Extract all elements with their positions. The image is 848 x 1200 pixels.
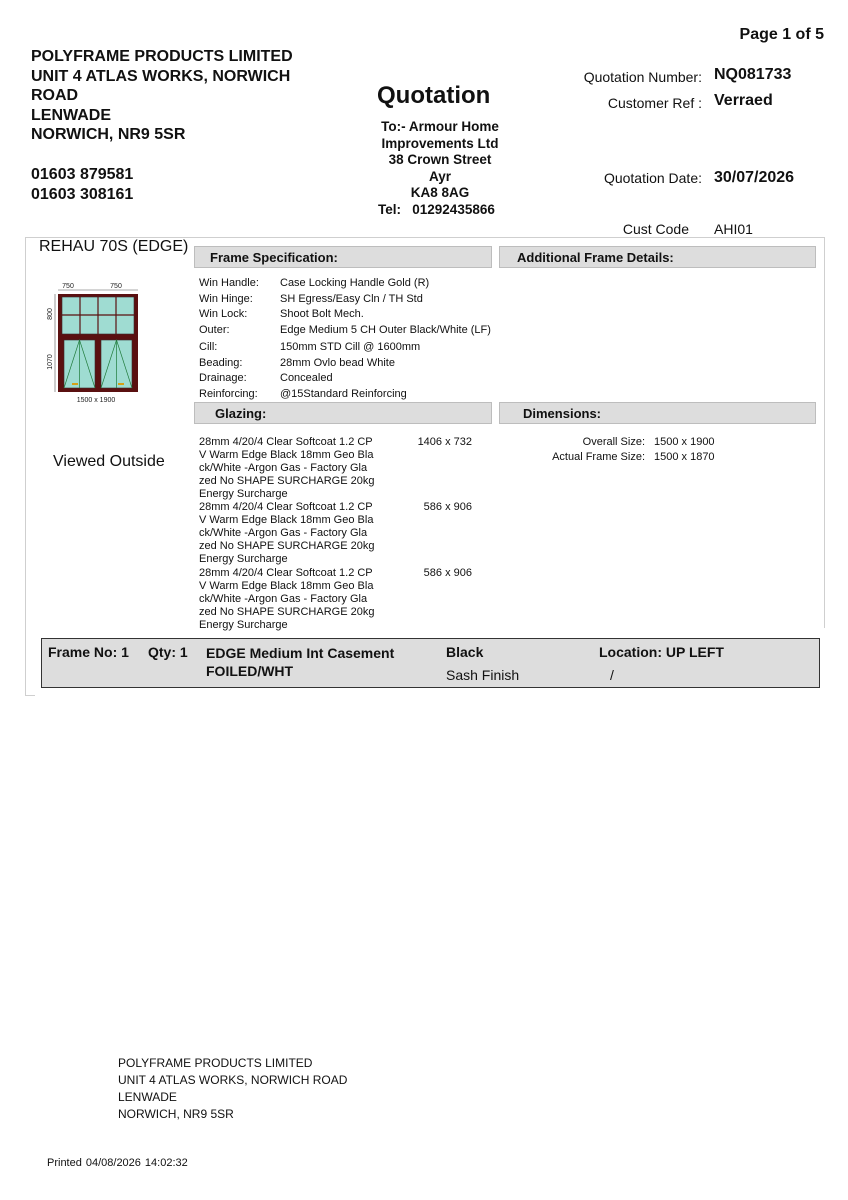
spec-value: Edge Medium 5 CH Outer Black/White (LF) [280, 323, 491, 336]
handle-left-icon [72, 383, 78, 385]
window-drawing [40, 278, 150, 406]
supplier-line: LENWADE [31, 106, 111, 124]
quotation-number-label: Quotation Number: [583, 69, 702, 85]
spec-key: Win Hinge: [199, 292, 253, 305]
spec-key: Reinforcing: [199, 387, 258, 400]
frame-number: Frame No: 1 [48, 644, 129, 660]
printed-timestamp [47, 1157, 192, 1169]
overall-size-label: Overall Size: [582, 436, 645, 448]
footer-line: LENWADE [118, 1090, 177, 1104]
frame-type [206, 644, 394, 680]
glazing-line: Energy Surcharge [199, 553, 288, 565]
recipient-line: To:- Armour Home [381, 119, 499, 134]
spec-value: @15Standard Reinforcing [280, 387, 407, 400]
frame-qty: Qty: 1 [148, 644, 188, 660]
handle-right-icon [118, 383, 124, 385]
glazing-line: Energy Surcharge [199, 488, 288, 500]
quotation-date: 30/07/2026 [714, 169, 795, 186]
recipient-address [370, 119, 510, 218]
footer-line: NORWICH, NR9 5SR [118, 1107, 234, 1121]
recipient-line: KA8 8AG [410, 185, 470, 200]
spec-value: 28mm Ovlo bead White [280, 356, 395, 369]
glazing-line: Energy Surcharge [199, 619, 288, 631]
customer-ref: Verraed [714, 92, 773, 109]
spec-row [199, 276, 491, 292]
supplier-line: UNIT 4 ATLAS WORKS, NORWICH [31, 67, 291, 85]
glazing-line: 28mm 4/20/4 Clear Softcoat 1.2 CP [199, 501, 373, 513]
glazing-line: zed No SHAPE SURCHARGE 20kg [199, 475, 375, 487]
glazing-line: zed No SHAPE SURCHARGE 20kg [199, 540, 375, 552]
drawing-height-bottom: 1070 [47, 354, 54, 370]
spec-key: Beading: [199, 356, 243, 369]
cust-code-label: Cust Code [622, 221, 689, 237]
spec-value: SH Egress/Easy Cln / TH Std [280, 292, 423, 305]
printed-date: 04/08/2026 [85, 1157, 141, 1169]
cust-code: AHI01 [714, 221, 753, 237]
supplier-line: ROAD [31, 87, 79, 104]
supplier-phone-2: 01603 308161 [31, 186, 134, 203]
glazing-line: V Warm Edge Black 18mm Geo Bla [199, 580, 374, 592]
drawing-height-top: 800 [47, 308, 54, 320]
glazing-size: 586 x 906 [423, 501, 472, 513]
quotation-number: NQ081733 [714, 66, 792, 83]
drawing-overall-size: 1500 x 1900 [76, 397, 116, 404]
glazing-line: zed No SHAPE SURCHARGE 20kg [199, 606, 375, 618]
page-number: Page 1 of 5 [739, 26, 824, 43]
recipient-line: 38 Crown Street [388, 152, 492, 167]
customer-ref-label: Customer Ref : [607, 95, 702, 111]
glazing-item [199, 501, 394, 566]
glazing-line: 28mm 4/20/4 Clear Softcoat 1.2 CP [199, 567, 373, 579]
glazing-size: 1406 x 732 [417, 436, 472, 448]
glazing-line: ck/White -Argon Gas - Factory Gla [199, 527, 368, 539]
frame-location: Location: UP LEFT [599, 644, 724, 660]
spec-row [199, 371, 491, 387]
product-name: REHAU 70S (EDGE) [39, 238, 189, 255]
actual-frame-size-label: Actual Frame Size: [552, 451, 645, 463]
actual-frame-size-value: 1500 x 1870 [654, 451, 715, 463]
spec-key: Cill: [199, 341, 218, 353]
quotation-date-label: Quotation Date: [603, 170, 702, 186]
additional-frame-details-header: Additional Frame Details: [499, 246, 816, 268]
supplier-phone-1: 01603 879581 [31, 166, 134, 183]
footer-address [118, 1055, 347, 1123]
viewed-outside-label: Viewed Outside [53, 453, 165, 470]
supplier-address [31, 47, 351, 145]
finish-separator: / [610, 667, 614, 683]
dimensions-header: Dimensions: [499, 402, 816, 424]
sash-finish: Sash Finish [446, 667, 520, 683]
drawing-width-right: 750 [110, 283, 122, 290]
frame-colour: Black [446, 644, 484, 660]
drawing-width-left: 750 [62, 283, 74, 290]
overall-size-value: 1500 x 1900 [654, 436, 715, 448]
supplier-phones [31, 165, 133, 205]
frame-type-line: EDGE Medium Int Casement [206, 645, 395, 661]
spec-value: Case Locking Handle Gold (R) [280, 277, 430, 289]
spec-value: Shoot Bolt Mech. [280, 308, 364, 320]
printed-time: 14:02:32 [144, 1157, 188, 1169]
frame-spec-table [199, 276, 491, 402]
recipient-line: Improvements Ltd [381, 135, 499, 151]
glazing-item [199, 436, 394, 501]
frame-summary-bar [41, 638, 820, 688]
spec-value: Concealed [280, 372, 333, 384]
frame-panel-edge [25, 627, 35, 696]
spec-row [199, 292, 491, 308]
glazing-line: ck/White -Argon Gas - Factory Gla [199, 593, 368, 605]
recipient-tel-value: 01292435866 [412, 201, 495, 217]
glazing-line: ck/White -Argon Gas - Factory Gla [199, 462, 368, 474]
spec-key: Outer: [199, 323, 230, 336]
spec-value: 150mm STD Cill @ 1600mm [280, 341, 421, 353]
supplier-line: NORWICH, NR9 5SR [31, 126, 186, 143]
recipient-tel [370, 202, 510, 219]
spec-row [199, 323, 491, 341]
glazing-item [199, 567, 394, 632]
footer-line: POLYFRAME PRODUCTS LIMITED [118, 1056, 313, 1070]
printed-label: Printed [47, 1157, 82, 1169]
supplier-name: POLYFRAME PRODUCTS LIMITED [31, 48, 293, 65]
frame-type-line: FOILED/WHT [206, 663, 294, 679]
glazing-header: Glazing: [194, 402, 492, 424]
glazing-line: V Warm Edge Black 18mm Geo Bla [199, 514, 374, 526]
spec-row [199, 307, 491, 323]
glazing-line: V Warm Edge Black 18mm Geo Bla [199, 449, 374, 461]
spec-row [199, 340, 491, 356]
recipient-line: Ayr [428, 168, 451, 184]
spec-row [199, 356, 491, 372]
spec-row [199, 387, 491, 403]
spec-key: Win Handle: [199, 277, 259, 289]
glazing-size: 586 x 906 [423, 567, 472, 579]
frame-specification-header: Frame Specification: [194, 246, 492, 268]
glazing-line: 28mm 4/20/4 Clear Softcoat 1.2 CP [199, 436, 373, 448]
recipient-tel-label: Tel: [378, 201, 401, 217]
footer-line: UNIT 4 ATLAS WORKS, NORWICH ROAD [118, 1073, 348, 1087]
spec-key: Drainage: [199, 372, 247, 384]
document-title: Quotation [377, 82, 491, 109]
spec-key: Win Lock: [199, 308, 248, 320]
